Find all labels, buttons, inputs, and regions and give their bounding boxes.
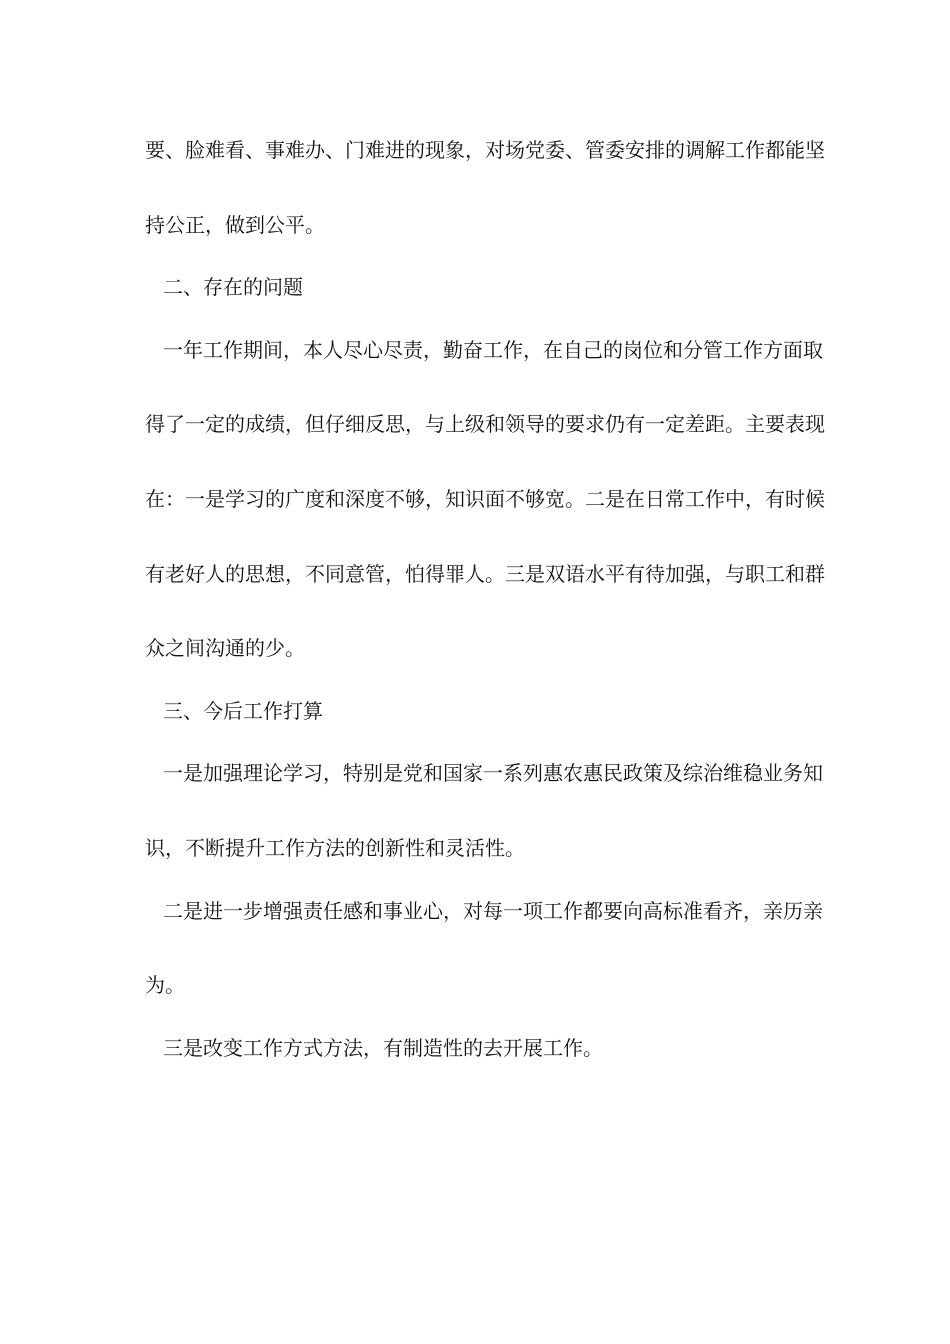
paragraph-line: 有老好人的思想，不同意管，怕得罪人。三是双语水平有待加强，与职工和群	[145, 562, 825, 586]
paragraph-line: 得了一定的成绩，但仔细反思，与上级和领导的要求仍有一定差距。主要表现	[145, 412, 825, 436]
paragraph-line: 识，不断提升工作方法的创新性和灵活性。	[145, 836, 525, 860]
paragraph-line: 一年工作期间，本人尽心尽责，勤奋工作，在自己的岗位和分管工作方面取	[163, 338, 823, 362]
paragraph-line: 二是进一步增强责任感和事业心，对每一项工作都要向高标准看齐，亲历亲	[163, 899, 823, 923]
paragraph-line: 一是加强理论学习，特别是党和国家一系列惠农惠民政策及综治维稳业务知	[163, 761, 823, 785]
paragraph-line: 在：一是学习的广度和深度不够，知识面不够宽。二是在日常工作中，有时候	[145, 487, 825, 511]
paragraph-line: 三是改变工作方式方法，有制造性的去开展工作。	[163, 1036, 603, 1060]
section-heading: 三、今后工作打算	[163, 699, 323, 723]
paragraph-line: 众之间沟通的少。	[145, 636, 305, 660]
paragraph-line: 为。	[145, 973, 185, 997]
paragraph-line: 持公正，做到公平。	[145, 213, 325, 237]
section-heading: 二、存在的问题	[163, 275, 303, 299]
paragraph-line: 要、脸难看、事难办、门难进的现象，对场党委、管委安排的调解工作都能坚	[145, 138, 825, 162]
